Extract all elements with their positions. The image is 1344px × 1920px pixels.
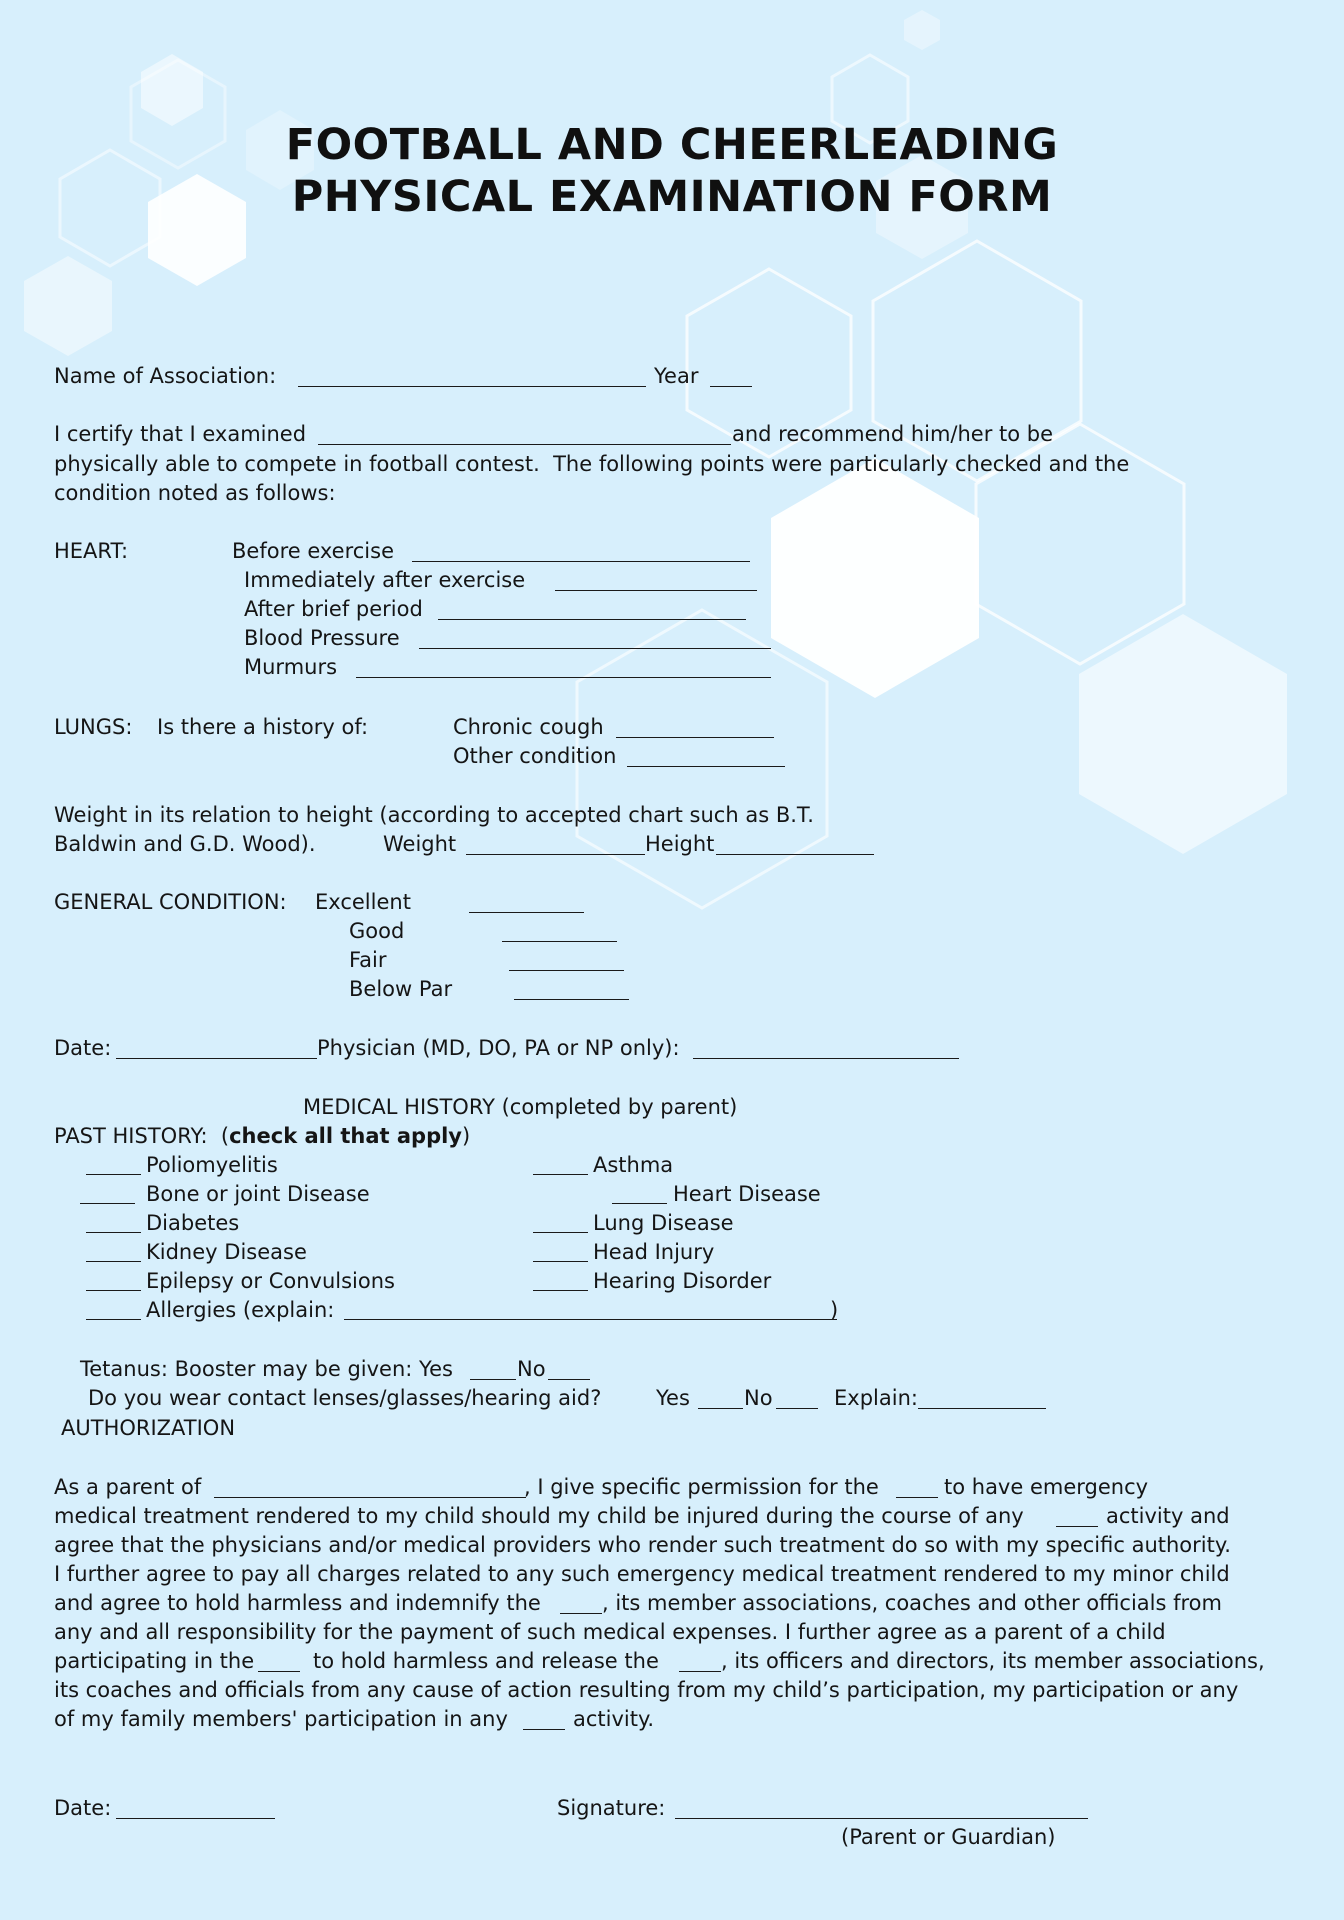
lung-disease-check[interactable] — [533, 1232, 588, 1233]
poliomyelitis-label: Poliomyelitis — [146, 1153, 278, 1177]
tetanus-no-field[interactable] — [548, 1379, 590, 1380]
lungs-question: Is there a history of: — [157, 715, 369, 739]
auth-activity-field-2[interactable] — [523, 1729, 565, 1730]
auth-activity-field-1[interactable] — [1056, 1526, 1098, 1527]
allergies-explain-field[interactable] — [344, 1319, 837, 1320]
auth-text-9b: activity. — [573, 1707, 655, 1731]
heart-immediately-after-label: Immediately after exercise — [244, 568, 526, 592]
other-condition-label: Other condition — [453, 744, 617, 768]
condition-fair-field[interactable] — [509, 970, 624, 971]
weight-text-1: Weight in its relation to height (according to accepted chart such as B.T. — [54, 803, 814, 827]
condition-excellent-label: Excellent — [315, 890, 411, 914]
poliomyelitis-check[interactable] — [86, 1174, 141, 1175]
condition-good-field[interactable] — [502, 941, 617, 942]
auth-text-7c: , its officers and directors, its member associations, — [721, 1649, 1265, 1673]
lenses-question: Do you wear contact lenses/glasses/hearing aid? — [88, 1386, 602, 1410]
auth-text-8: its coaches and officials from any cause of action resulting from my child’s participation, my participation or any — [54, 1678, 1239, 1702]
lenses-no-field[interactable] — [776, 1408, 818, 1409]
auth-text-1c: to have emergency — [944, 1475, 1149, 1499]
height-field[interactable] — [716, 854, 874, 855]
auth-text-7b: to hold harmless and release the — [313, 1649, 659, 1673]
parent-guardian-label: (Parent or Guardian) — [841, 1825, 1056, 1849]
kidney-disease-check[interactable] — [86, 1261, 141, 1262]
form-title-line-1: FOOTBALL AND CHEERLEADING — [285, 120, 1059, 170]
kidney-disease-label: Kidney Disease — [146, 1240, 307, 1264]
head-injury-label: Head Injury — [593, 1240, 715, 1264]
asthma-check[interactable] — [533, 1174, 588, 1175]
asthma-label: Asthma — [593, 1153, 674, 1177]
tetanus-yes-field[interactable] — [470, 1379, 516, 1380]
auth-text-2a: medical treatment rendered to my child should my child be injured during the course of any — [54, 1504, 1024, 1528]
height-label: Height — [645, 832, 715, 856]
epilepsy-label: Epilepsy or Convulsions — [146, 1269, 395, 1293]
auth-text-1b: , I give specific permission for the — [524, 1475, 879, 1499]
auth-text-1a: As a parent of — [54, 1475, 202, 1499]
association-name-field[interactable] — [298, 386, 646, 387]
lungs-label: LUNGS: — [54, 715, 133, 739]
bone-joint-check[interactable] — [80, 1203, 135, 1204]
heart-immediately-after-field[interactable] — [555, 590, 757, 591]
weight-text-2: Baldwin and G.D. Wood). — [54, 832, 316, 856]
year-label: Year — [654, 364, 699, 388]
tetanus-label: Tetanus: Booster may be given: Yes — [80, 1357, 453, 1381]
lenses-explain-label: Explain: — [834, 1386, 918, 1410]
weight-field[interactable] — [466, 854, 645, 855]
auth-text-3: agree that the physicians and/or medical providers who render such treatment do so with my specific authority. — [54, 1533, 1231, 1557]
allergies-check[interactable] — [86, 1319, 141, 1320]
heart-after-brief-field[interactable] — [438, 619, 746, 620]
examined-name-field[interactable] — [318, 444, 731, 445]
certify-text-4: condition noted as follows: — [54, 481, 336, 505]
year-field[interactable] — [710, 386, 752, 387]
blood-pressure-field[interactable] — [419, 648, 771, 649]
lenses-explain-field[interactable] — [918, 1408, 1046, 1409]
authorization-heading: AUTHORIZATION — [61, 1416, 236, 1440]
hearing-disorder-check[interactable] — [533, 1290, 588, 1291]
heart-label: HEART: — [54, 539, 129, 563]
murmurs-field[interactable] — [356, 677, 771, 678]
lenses-yes-label: Yes — [656, 1386, 690, 1410]
heart-before-exercise-field[interactable] — [412, 561, 750, 562]
diabetes-check[interactable] — [86, 1232, 141, 1233]
certify-text-2: and recommend him/her to be — [732, 422, 1054, 446]
condition-good-label: Good — [349, 919, 405, 943]
signature-field[interactable] — [675, 1818, 1088, 1819]
heart-before-exercise-label: Before exercise — [232, 539, 395, 563]
general-condition-label: GENERAL CONDITION: — [54, 890, 287, 914]
chronic-cough-label: Chronic cough — [453, 715, 604, 739]
auth-text-4: I further agree to pay all charges related to any such emergency medical treatment rendered to my minor child — [54, 1562, 1230, 1586]
association-label: Name of Association: — [54, 364, 277, 388]
murmurs-label: Murmurs — [244, 655, 338, 679]
signature-label: Signature: — [557, 1796, 666, 1820]
hearing-disorder-label: Hearing Disorder — [593, 1269, 772, 1293]
blood-pressure-label: Blood Pressure — [244, 626, 400, 650]
tetanus-no-label: No — [517, 1357, 546, 1381]
allergies-close: ) — [830, 1298, 839, 1322]
heart-after-brief-label: After brief period — [244, 597, 423, 621]
certify-text-1: I certify that I examined — [54, 422, 307, 446]
diabetes-label: Diabetes — [146, 1211, 240, 1235]
lenses-yes-field[interactable] — [698, 1408, 743, 1409]
lung-disease-label: Lung Disease — [593, 1211, 734, 1235]
form-title-line-2: PHYSICAL EXAMINATION FORM — [291, 172, 1053, 222]
auth-text-9a: of my family members' participation in any — [54, 1707, 508, 1731]
allergies-label: Allergies (explain: — [146, 1298, 335, 1322]
heart-disease-check[interactable] — [612, 1203, 667, 1204]
medical-history-heading: MEDICAL HISTORY (completed by parent) — [303, 1095, 738, 1119]
auth-text-2b: activity and — [1106, 1504, 1230, 1528]
exam-date-label: Date: — [54, 1036, 112, 1060]
certify-text-3: physically able to compete in football contest. The following points were particularly checked and the — [54, 452, 1130, 476]
condition-below-par-field[interactable] — [514, 999, 629, 1000]
epilepsy-check[interactable] — [86, 1290, 141, 1291]
signature-date-field[interactable] — [116, 1818, 275, 1819]
bone-joint-label: Bone or joint Disease — [146, 1182, 370, 1206]
physician-label: Physician (MD, DO, PA or NP only): — [317, 1036, 680, 1060]
signature-date-label: Date: — [54, 1796, 112, 1820]
physician-field[interactable] — [693, 1058, 959, 1059]
condition-fair-label: Fair — [349, 948, 387, 972]
auth-org-field-3[interactable] — [258, 1671, 300, 1672]
other-condition-field[interactable] — [627, 766, 785, 767]
auth-text-5a: and agree to hold harmless and indemnify the — [54, 1591, 541, 1615]
auth-text-5b: , its member associations, coaches and other officials from — [602, 1591, 1222, 1615]
lenses-no-label: No — [744, 1386, 773, 1410]
auth-org-field-4[interactable] — [679, 1671, 721, 1672]
head-injury-check[interactable] — [533, 1261, 588, 1262]
condition-excellent-field[interactable] — [469, 912, 584, 913]
weight-label: Weight — [383, 832, 457, 856]
exam-date-field[interactable] — [116, 1058, 317, 1059]
auth-text-6: any and all responsibility for the payment of such medical expenses. I further agree as a parent of a child — [54, 1620, 1166, 1644]
chronic-cough-field[interactable] — [616, 737, 774, 738]
auth-org-field-2[interactable] — [560, 1613, 602, 1614]
past-history-label: PAST HISTORY: (check all that apply) — [54, 1124, 471, 1148]
heart-disease-label: Heart Disease — [673, 1182, 821, 1206]
auth-child-name-field[interactable] — [214, 1497, 526, 1498]
condition-below-par-label: Below Par — [349, 977, 453, 1001]
auth-text-7a: participating in the — [54, 1649, 255, 1673]
auth-org-field-1[interactable] — [896, 1497, 938, 1498]
